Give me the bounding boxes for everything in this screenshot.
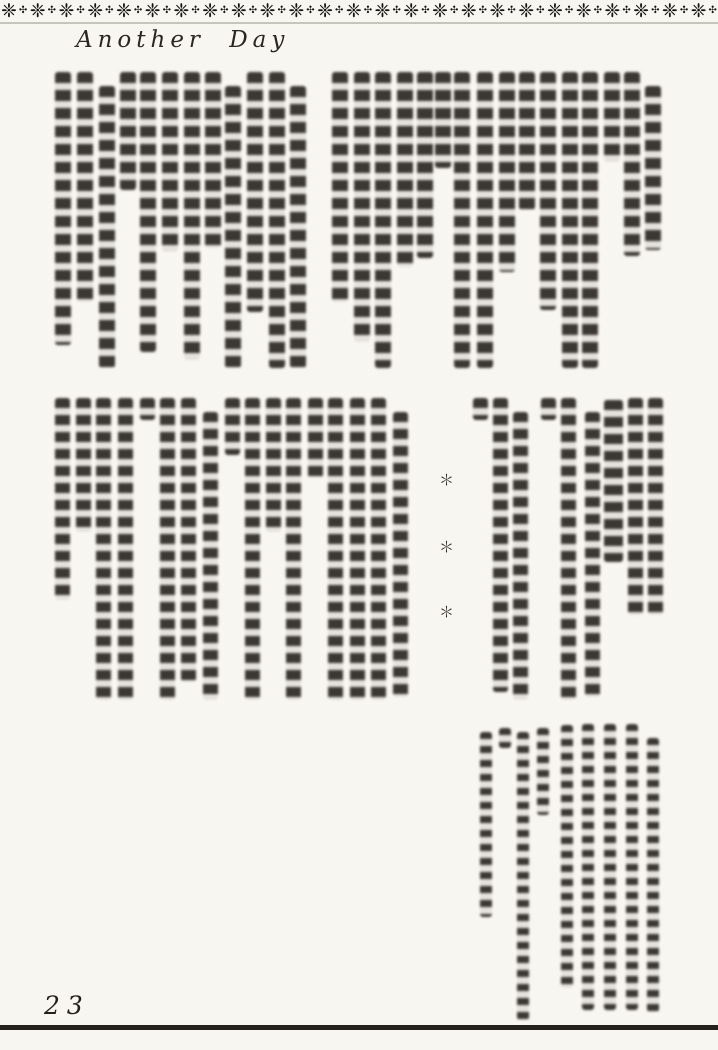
redacted-text-column: [604, 724, 616, 1010]
redacted-text-column: [308, 398, 323, 478]
page-number: 23: [44, 991, 90, 1020]
ornament-motif-icon: ❈ ✣: [575, 0, 602, 22]
redacted-text-column: [645, 86, 661, 250]
redacted-text-column: [562, 72, 578, 368]
ornament-motif-icon: ❈ ✣: [604, 0, 631, 22]
ornament-motif-icon: ❈ ✣: [374, 0, 401, 22]
redacted-text-column: [519, 72, 535, 210]
redacted-text-column: [181, 398, 196, 682]
redacted-text-column: [541, 398, 556, 420]
redacted-text-column: [499, 72, 515, 272]
redacted-text-column: [397, 72, 413, 267]
ornament-motif-icon: ❈ ✣: [259, 0, 286, 22]
redacted-text-column: [350, 398, 365, 700]
redacted-text-column: [120, 72, 136, 190]
redacted-text-column: [480, 732, 492, 917]
redacted-text-column: [628, 398, 643, 615]
redacted-text-column: [624, 72, 640, 256]
redacted-text-column: [477, 72, 493, 368]
redacted-text-column: [269, 72, 285, 368]
redacted-text-column: [561, 398, 576, 700]
redacted-text-column: [160, 398, 175, 700]
footer-rule: [0, 1025, 718, 1030]
redacted-text-column: [328, 398, 343, 700]
ornament-motif-icon: ❈ ✣: [518, 0, 545, 22]
redacted-text-column: [375, 72, 391, 368]
ornament-motif-icon: ❈ ✣: [633, 0, 660, 22]
ornament-motif-icon: ❈ ✣: [288, 0, 315, 22]
ornament-motif-icon: ❈ ✣: [230, 0, 258, 22]
redacted-text-column: [537, 728, 549, 815]
redacted-text-column: [55, 72, 71, 345]
redacted-text-column: [582, 724, 594, 1010]
redacted-text-column: [290, 86, 306, 368]
redacted-text-column: [96, 398, 111, 700]
redacted-text-column: [626, 724, 638, 1010]
redacted-text-column: [582, 72, 598, 368]
redacted-text-column: [118, 398, 133, 700]
redacted-text-column: [203, 412, 218, 700]
redacted-text-column: [604, 400, 623, 562]
redacted-text-column: [473, 398, 488, 420]
redacted-text-column: [140, 398, 155, 420]
redacted-text-column: [286, 398, 301, 700]
redacted-text-column: [247, 72, 263, 312]
ornament-motif-icon: ❈ ✣: [460, 0, 488, 22]
ornament-motif-icon: ❈ ✣: [58, 0, 85, 22]
redacted-text-column: [493, 398, 508, 692]
redacted-text-column: [513, 412, 528, 700]
redacted-text-column: [647, 738, 659, 1012]
redacted-text-column: [540, 72, 556, 310]
ornament-motif-icon: ❈ ✣: [115, 0, 143, 22]
ornament-motif-icon: ❈ ✣: [403, 0, 430, 22]
redacted-text-column: [140, 72, 156, 352]
redacted-text-column: [393, 412, 408, 697]
redacted-text-column: [162, 72, 178, 252]
page-title: Another Day: [76, 27, 290, 53]
redacted-text-column: [99, 86, 115, 368]
redacted-text-column: [648, 398, 663, 615]
redacted-text-column: [225, 86, 241, 368]
ornament-motif-icon: ❈ ✣: [345, 0, 373, 22]
ornament-motif-icon: ❈ ✣: [317, 0, 344, 22]
redacted-text-column: [266, 398, 281, 532]
redacted-text-column: [76, 398, 91, 532]
separator-asterisk: ＊: [439, 471, 455, 489]
ornament-motif-icon: ❈ ✣: [661, 0, 689, 22]
redacted-text-column: [205, 72, 221, 248]
ornament-motif-icon: ❈ ✣: [546, 0, 574, 22]
separator-asterisk: ＊: [439, 603, 455, 621]
ornament-motif-icon: ❈ ✣: [173, 0, 200, 22]
ornament-motif-icon: ❈ ✣: [432, 0, 459, 22]
redacted-text-column: [371, 398, 386, 700]
redacted-text-column: [435, 72, 451, 168]
redacted-text-column: [184, 72, 200, 360]
redacted-text-column: [354, 72, 370, 342]
redacted-text-column: [332, 72, 348, 302]
ornament-motif-icon: ❈ ✣: [29, 0, 57, 22]
redacted-text-column: [55, 398, 70, 600]
ornamental-border: [0, 0, 718, 24]
ornament-motif-icon: ❈ ✣: [1, 0, 28, 22]
redacted-text-column: [585, 412, 600, 697]
redacted-text-column: [517, 732, 529, 1020]
redacted-text-column: [77, 72, 93, 302]
redacted-text-column: [454, 72, 470, 368]
ornament-motif-icon: ❈ ✣: [144, 0, 171, 22]
redacted-text-column: [245, 398, 260, 700]
separator-asterisk: ＊: [439, 538, 455, 556]
redacted-text-column: [499, 728, 511, 748]
redacted-text-column: [604, 72, 620, 162]
ornament-motif-icon: ❈ ✣: [87, 0, 114, 22]
ornament-motif-icon: ❈ ✣: [690, 0, 717, 22]
redacted-text-column: [561, 725, 573, 988]
redacted-text-column: [417, 72, 433, 258]
redacted-text-column: [225, 398, 240, 455]
ornament-motif-icon: ❈ ✣: [489, 0, 516, 22]
ornament-motif-icon: ❈ ✣: [202, 0, 229, 22]
